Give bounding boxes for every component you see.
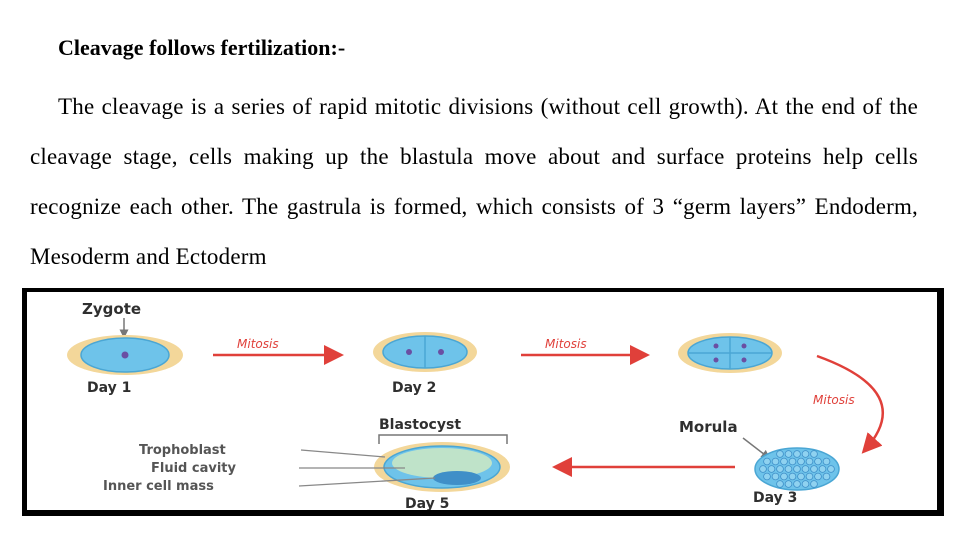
inner-cell-mass-label: Inner cell mass bbox=[103, 479, 214, 494]
morula-blastomere bbox=[789, 458, 796, 465]
mitosis-label-3: Mitosis bbox=[813, 393, 855, 407]
slide-paragraph: The cleavage is a series of rapid mitotic divisions (without cell growth). At the end of the cleavage stage, cells making up the blastula move about and surface proteins help cells recognize each other. The gastrula is formed, which consists of 3 “germ layers” Endoderm, Mesoderm and Ectoderm bbox=[30, 94, 918, 269]
morula-blastomere bbox=[785, 466, 792, 473]
day1-label: Day 1 bbox=[87, 380, 132, 396]
morula-blastomere bbox=[811, 451, 818, 458]
morula-blastomere bbox=[777, 466, 784, 473]
morula-blastomere bbox=[772, 473, 779, 480]
morula-blastomere bbox=[781, 458, 788, 465]
zygote-label: Zygote bbox=[82, 300, 142, 318]
morula-blastomere bbox=[802, 481, 809, 488]
morula-blastomere bbox=[798, 473, 805, 480]
morula-blastomere bbox=[781, 473, 788, 480]
fluid-cavity-label: Fluid cavity bbox=[151, 461, 236, 476]
morula-blastomere bbox=[764, 458, 771, 465]
morula-blastomere bbox=[768, 466, 775, 473]
trophoblast-label: Trophoblast bbox=[139, 443, 226, 458]
morula-blastomere bbox=[764, 473, 771, 480]
morula-blastomere bbox=[794, 466, 801, 473]
morula-blastomere bbox=[806, 473, 813, 480]
morula-blastomere bbox=[777, 451, 784, 458]
day3-label: Day 3 bbox=[753, 490, 798, 506]
cleavage-diagram bbox=[27, 292, 937, 510]
morula-blastomere bbox=[811, 466, 818, 473]
morula-blastomere bbox=[785, 451, 792, 458]
morula-blastomere bbox=[798, 458, 805, 465]
morula-blastomere bbox=[828, 466, 835, 473]
morula-blastomere bbox=[794, 481, 801, 488]
blastocyst-cell bbox=[374, 442, 510, 492]
morula-blastomere bbox=[794, 451, 801, 458]
blastocyst-label: Blastocyst bbox=[379, 417, 462, 433]
zygote-cell bbox=[67, 335, 183, 375]
slide-heading: Cleavage follows fertilization:- bbox=[58, 35, 346, 60]
morula-blastomere bbox=[772, 458, 779, 465]
morula-blastomere bbox=[785, 481, 792, 488]
morula-label: Morula bbox=[679, 418, 738, 436]
day5-label: Day 5 bbox=[405, 496, 450, 510]
morula-blastomere bbox=[802, 466, 809, 473]
morula-blastomere bbox=[823, 473, 830, 480]
morula-blastomere bbox=[819, 466, 826, 473]
mitosis-label-2: Mitosis bbox=[545, 337, 587, 351]
morula-blastomere bbox=[806, 458, 813, 465]
morula-blastomere bbox=[815, 458, 822, 465]
trophoblast-pointer bbox=[301, 450, 385, 457]
morula-blastomere bbox=[760, 466, 767, 473]
morula-blastomere bbox=[823, 458, 830, 465]
morula-blastomere bbox=[815, 473, 822, 480]
morula-blastomere bbox=[777, 481, 784, 488]
morula-blastomere bbox=[811, 481, 818, 488]
two-cell-embryo bbox=[373, 332, 477, 372]
mitosis-label-1: Mitosis bbox=[237, 337, 279, 351]
cleavage-diagram-frame bbox=[22, 288, 944, 516]
morula-blastomere bbox=[789, 473, 796, 480]
morula-cell bbox=[755, 448, 839, 490]
day2-label: Day 2 bbox=[392, 380, 437, 396]
morula-blastomere bbox=[802, 451, 809, 458]
four-cell-embryo bbox=[678, 333, 782, 373]
